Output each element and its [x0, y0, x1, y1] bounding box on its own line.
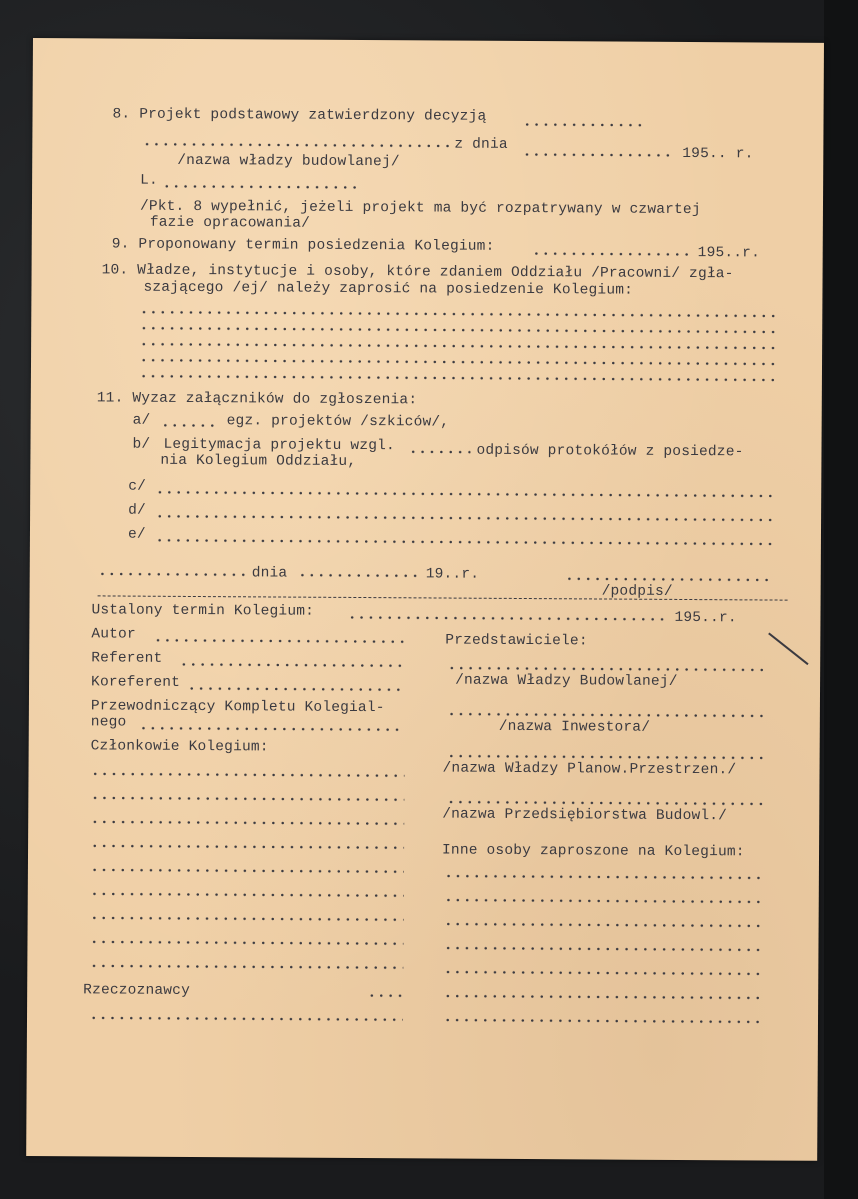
dot-leader — [187, 687, 405, 691]
dot-line — [139, 327, 779, 334]
member-line — [90, 772, 404, 777]
member-line — [90, 868, 404, 873]
form-sheet — [26, 38, 824, 1161]
dot-line — [447, 755, 763, 760]
signature-dots — [565, 577, 773, 581]
other-persons-label: Inne osoby zaproszone na Kolegium: — [441, 842, 745, 861]
rep-contractor: /nazwa Przedsiębiorstwa Budowl./ — [442, 806, 728, 825]
dot-leader — [522, 123, 642, 127]
rep-building-authority: /nazwa Władzy Budowlanej/ — [455, 672, 678, 690]
guest-line — [443, 971, 761, 976]
dot-line — [155, 515, 773, 522]
separator-line — [98, 595, 788, 600]
representatives-label: Przedstawiciele: — [445, 632, 588, 650]
term-label: Ustalony termin Kolegium: — [91, 602, 315, 620]
dot-leader — [179, 663, 405, 667]
role-autor: Autor — [91, 626, 136, 643]
member-line — [90, 916, 404, 921]
dot-line — [139, 359, 779, 366]
dot-leader — [142, 143, 450, 148]
pen-stroke — [768, 633, 808, 665]
member-line — [89, 940, 403, 945]
date-dnia-label: dnia — [251, 565, 288, 582]
member-line — [90, 796, 404, 801]
item-a-label: a/ — [132, 412, 151, 429]
section-8-title: 8. Projekt podstawowy zatwierdzony decyzją — [112, 106, 487, 125]
dot-leader — [139, 727, 405, 732]
expert-line — [89, 1016, 403, 1021]
dot-line — [155, 539, 773, 546]
dot-leader — [532, 252, 692, 256]
dot-leader — [408, 450, 470, 453]
dot-line — [447, 667, 763, 672]
section-8-note-line2: fazie opracowania/ — [149, 214, 311, 232]
section-8-date-label: z dnia — [454, 136, 508, 153]
role-chairman-line2: nego — [90, 714, 127, 731]
dot-leader — [161, 424, 216, 427]
member-line — [90, 844, 404, 849]
member-line — [90, 820, 404, 825]
member-line — [90, 892, 404, 897]
guest-line — [444, 923, 762, 928]
guest-line — [443, 995, 761, 1000]
term-year: 195..r. — [674, 609, 737, 627]
section-8-authority-caption: /nazwa władzy budowlanej/ — [177, 152, 400, 171]
dot-line — [155, 491, 773, 498]
dot-leader — [298, 574, 418, 578]
rzeczoznawcy-label: Rzeczoznawcy — [83, 982, 191, 999]
section-11-title: 11. Wyzaz załączników do zgłoszenia: — [96, 390, 418, 409]
item-e-label: e/ — [127, 526, 146, 543]
item-b-text-1: Legitymacja projektu wzgl. — [163, 436, 395, 455]
dot-leader — [153, 639, 405, 644]
section-10-title-line1: 10. Władze, instytucje i osoby, które zdaniem Oddziału /Pracowni/ zgła- — [101, 262, 734, 283]
member-line — [89, 964, 403, 969]
item-d-label: d/ — [128, 502, 146, 519]
guest-line — [444, 875, 762, 880]
dot-line — [139, 375, 779, 382]
guest-line — [443, 947, 761, 952]
scan-edge — [824, 0, 858, 1199]
section-9-title: 9. Proponowany termin posiedzenia Kolegium: — [111, 236, 495, 255]
section-8-year: 195.. r. — [682, 145, 754, 163]
role-referent: Referent — [91, 650, 163, 667]
role-koreferent: Koreferent — [91, 674, 181, 691]
section-8-L-label: L. — [140, 172, 158, 189]
item-b-label: b/ — [132, 436, 151, 453]
rep-planning: /nazwa Władzy Planow.Przestrzen./ — [442, 760, 737, 779]
guest-line — [443, 1019, 761, 1024]
dot-leader — [98, 572, 248, 576]
date-year: 19..r. — [425, 566, 480, 583]
role-chairman-line1: Przewodniczący Kompletu Kolegial- — [90, 698, 385, 717]
dot-line — [446, 801, 762, 806]
item-a-text: egz. projektów /szkiców/, — [226, 413, 450, 431]
dot-line — [447, 713, 763, 718]
dot-leader — [522, 153, 672, 157]
section-10-title-line2: szającego /ej/ należy zaprosić na posiedzenie Kolegium: — [143, 279, 634, 299]
item-c-label: c/ — [128, 478, 147, 495]
dot-leader — [162, 185, 360, 189]
dot-line — [139, 343, 779, 350]
item-b-text-3: nia Kolegium Oddziału, — [160, 452, 357, 470]
item-b-text-2: odpisów protokółów z posiedze- — [476, 442, 744, 461]
dot-line — [139, 311, 779, 318]
guest-line — [444, 899, 762, 904]
dot-leader — [347, 616, 667, 621]
dot-leader — [367, 994, 403, 997]
signature-caption: /podpis/ — [601, 583, 673, 600]
rep-investor: /nazwa Inwestora/ — [498, 718, 651, 736]
section-8-note-line1: /Pkt. 8 wypełnić, jeżeli projekt ma być rozpatrywany w czwartej — [139, 198, 701, 219]
section-9-year: 195..r. — [697, 245, 761, 262]
members-label: Członkowie Kolegium: — [90, 738, 269, 756]
